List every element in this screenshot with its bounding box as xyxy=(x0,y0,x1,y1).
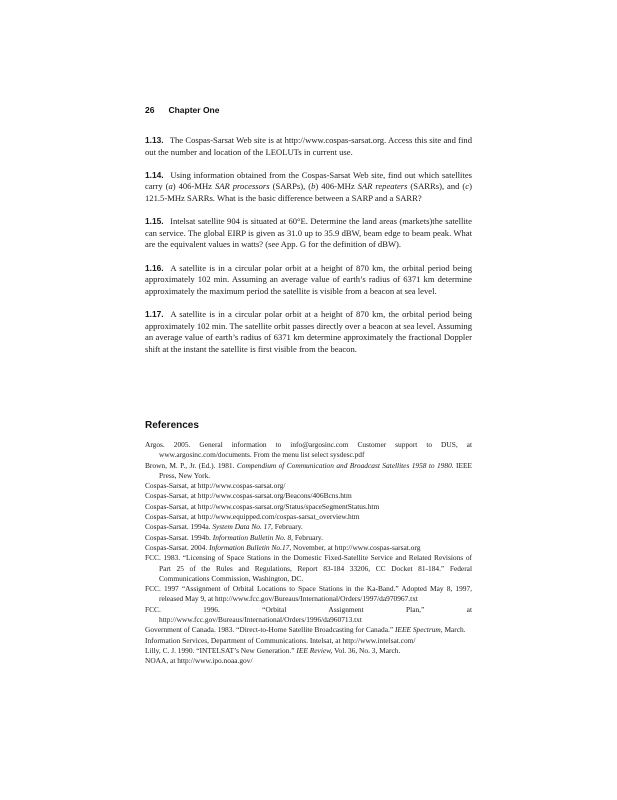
reference-item xyxy=(145,656,472,666)
problem-1-14 xyxy=(145,170,472,205)
reference-text: Argos. 2005. General information to info@argosinc.com Customer support to DUS, at www.argosinc.com/documents. From the menu list select sysdesc.pdf xyxy=(145,440,472,460)
problem-1-13 xyxy=(145,135,472,158)
reference-title: Information Bulletin No.17, xyxy=(209,542,292,552)
reference-item xyxy=(145,440,472,461)
reference-text: Information Services, Department of Communications. Intelsat, at http://www.intelsat.com/ xyxy=(145,635,416,645)
reference-item xyxy=(145,533,472,543)
problem-text-italic: b xyxy=(311,181,316,192)
problem-number: 1.16. xyxy=(145,262,164,273)
reference-text: Cospas-Sarsat, at http://www.cospas-sarsat.org/Status/spaceSegmentStatus.htm xyxy=(145,501,380,511)
reference-text: FCC. 1996. “Orbital Assignment Plan,” at http://www.fcc.gov/Bureaus/International/Orders/1996/da960713.txt xyxy=(145,604,472,625)
reference-item xyxy=(145,512,472,522)
reference-item xyxy=(145,491,472,501)
problem-1-16 xyxy=(145,263,472,298)
problem-text: (SARPs), ( xyxy=(269,181,312,192)
problem-text-italic: SAR repeaters xyxy=(357,181,408,192)
problem-list xyxy=(145,135,472,367)
reference-text: NOAA, at http://www.ipo.noaa.gov/ xyxy=(145,656,253,666)
reference-text: Brown, M. P., Jr. (Ed.). 1981. xyxy=(145,460,237,470)
reference-title: IEE Review, xyxy=(296,645,333,655)
reference-item xyxy=(145,481,472,491)
reference-item xyxy=(145,646,472,656)
problem-text: (SARRs), and ( xyxy=(407,181,466,192)
reference-text: March. xyxy=(442,625,466,635)
reference-text: Cospas-Sarsat. 1994a. xyxy=(145,522,213,532)
problem-text: ) 406-MHz xyxy=(315,181,358,192)
problem-text-italic: a xyxy=(168,181,173,192)
problem-text: A satellite is in a circular polar orbit at a height of 870 km, the orbital period being approximately 102 min. Assuming an average value of earth’s radius of 6371 km determine approximately the maximum period the satellite is visible from a beacon at sea level. xyxy=(145,262,472,296)
problem-text: Intelsat satellite 904 is situated at 60°E. Determine the land areas (markets)the satellite can service. The global EIRP is given as 31.0 up to 35.9 dBW, beam edge to beam peak. What are the equivalent values in watts? (see App. G for the definition of dBW). xyxy=(145,216,472,250)
reference-text: Cospas-Sarsat, at http://www.equipped.com/cospas-sarsat_overview.htm xyxy=(145,512,360,522)
reference-title: Compendium of Communication and Broadcast Satellites 1958 to 1980. xyxy=(236,460,454,470)
reference-item xyxy=(145,461,472,482)
reference-text: Cospas-Sarsat. 2004. xyxy=(145,542,210,552)
reference-item xyxy=(145,636,472,646)
reference-text: Vol. 36, No. 3, March. xyxy=(332,645,401,655)
reference-item xyxy=(145,584,472,605)
page-number: 26 xyxy=(145,105,155,115)
reference-text: February. xyxy=(272,522,303,532)
reference-item xyxy=(145,543,472,553)
problem-text: ) 121.5-MHz SARRs. What is the basic difference between a SARP and a SARR? xyxy=(145,181,472,203)
problem-1-17 xyxy=(145,309,472,355)
reference-text: FCC. 1983. “Licensing of Space Stations in the Domestic Fixed-Satellite Service and Related Revisions of Part 25 of the Rules and Regulations, Report 83-184 33206, CC Docket 81-184.” Federal Communications Commission, Washington, DC. xyxy=(145,553,472,583)
problem-number: 1.13. xyxy=(145,135,164,145)
problem-number: 1.17. xyxy=(145,308,164,319)
reference-text: Government of Canada. 1983. “Direct-to-Home Satellite Broadcasting for Canada.” xyxy=(145,625,395,635)
reference-item xyxy=(145,502,472,512)
reference-list xyxy=(145,440,472,667)
problem-number: 1.15. xyxy=(145,216,164,227)
problem-text: ) 406-MHz xyxy=(172,181,215,192)
problem-text: A satellite is in a circular polar orbit at a height of 870 km, the orbital period being approximately 102 min. The satellite orbit passes directly over a beacon at sea level. Assuming an average value of earth’s radius of 6371 km determine approximately the fractional Doppler shift at the instant the satellite is first visible from the beacon. xyxy=(145,308,472,354)
reference-title: Information Bulletin No. 8, xyxy=(212,532,294,542)
reference-title: IEEE Spectrum, xyxy=(394,625,443,635)
reference-text: Lilly, C. J. 1990. “INTELSAT’s New Generation.” xyxy=(145,645,297,655)
reference-item xyxy=(145,625,472,635)
chapter-title: Chapter One xyxy=(168,105,220,115)
running-header xyxy=(145,105,233,115)
reference-text: IEEE Press, New York. xyxy=(159,460,472,480)
reference-item xyxy=(145,522,472,532)
reference-text: Cospas-Sarsat, at http://www.cospas-sarsat.org/ xyxy=(145,481,286,491)
references-heading: References xyxy=(145,420,199,431)
reference-text: FCC. 1997 “Assignment of Orbital Locations to Space Stations in the Ka-Band.” Adopted May 8, 1997, released May 9, at http://www.fcc.gov/Bureaus/International/Orders/1997/da970967.txt xyxy=(145,584,472,604)
problem-text: The Cospas-Sarsat Web site is at http://www.cospas-sarsat.org. Access this site and find out the number and location of the LEOLUTs in current use. xyxy=(145,135,472,157)
reference-text: Cospas-Sarsat, at http://www.cospas-sarsat.org/Beacons/406Bcns.htm xyxy=(145,491,352,501)
problem-number: 1.14. xyxy=(145,169,164,180)
problem-text-italic: c xyxy=(465,181,470,192)
reference-title: System Data No. 17, xyxy=(212,522,273,532)
reference-item xyxy=(145,605,472,626)
problem-text-italic: SAR processors xyxy=(214,181,270,192)
problem-text: Using information obtained from the Cospas-Sarsat Web site, find out which satellites carry ( xyxy=(145,169,472,192)
reference-text: February. xyxy=(293,532,323,542)
reference-text: Cospas-Sarsat. 1994b. xyxy=(145,532,213,542)
reference-text: November, at http://www.cospas-sarsat.org xyxy=(291,542,421,552)
problem-1-15 xyxy=(145,216,472,251)
reference-item xyxy=(145,553,472,584)
